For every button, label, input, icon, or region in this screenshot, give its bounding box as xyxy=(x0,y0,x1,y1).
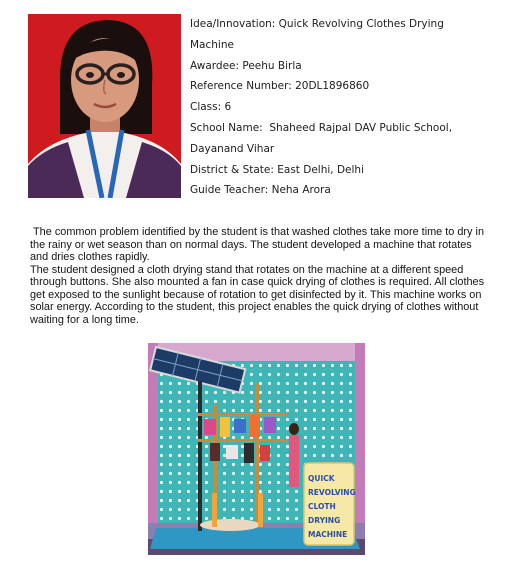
project-model-photo xyxy=(148,343,365,555)
project-description xyxy=(30,226,490,326)
description-paragraph-1: The common problem identified by the student is that washed clothes take more time to dry in the rainy or wet season than on normal days. The student developed a machine that rotates and dries clothes rapidly. xyxy=(30,226,488,263)
awardee-portrait xyxy=(28,14,181,198)
guide-teacher: Guide Teacher: Neha Arora xyxy=(190,184,331,197)
idea-title-line2: Machine xyxy=(190,38,234,51)
sign-text-cloth: CLOTH xyxy=(308,502,336,511)
reference-number: Reference Number: 20DL1896860 xyxy=(190,80,370,93)
sign-text-quick: QUICK xyxy=(308,474,335,483)
class-info: Class: 6 xyxy=(190,101,232,114)
district-state: District & State: East Delhi, Delhi xyxy=(190,163,364,176)
sign-text-machine: MACHINE xyxy=(308,530,348,539)
sign-text-revolving: REVOLVING xyxy=(308,488,356,497)
portrait-image xyxy=(28,14,181,198)
awardee-name: Awardee: Peehu Birla xyxy=(190,59,302,72)
school-name-line1: School Name: Shaheed Rajpal DAV Public School, xyxy=(190,121,453,134)
sign-text-drying: DRYING xyxy=(308,516,341,525)
awardee-info xyxy=(190,14,500,201)
school-name-line2: Dayanand Vihar xyxy=(190,142,275,155)
description-paragraph-2: The student designed a cloth drying stand that rotates on the machine at a different speed through buttons. She also mounted a fan in case quick drying of clothes is required. All clothes get exposed to the sunlight because of rotation to get disinfected by it. This machine works on solar energy. According to the student, this project enables the quick drying of clothes without waiting for a long time. xyxy=(30,263,485,326)
model-image xyxy=(148,343,365,555)
idea-title-line1: Idea/Innovation: Quick Revolving Clothes Drying xyxy=(190,18,444,30)
